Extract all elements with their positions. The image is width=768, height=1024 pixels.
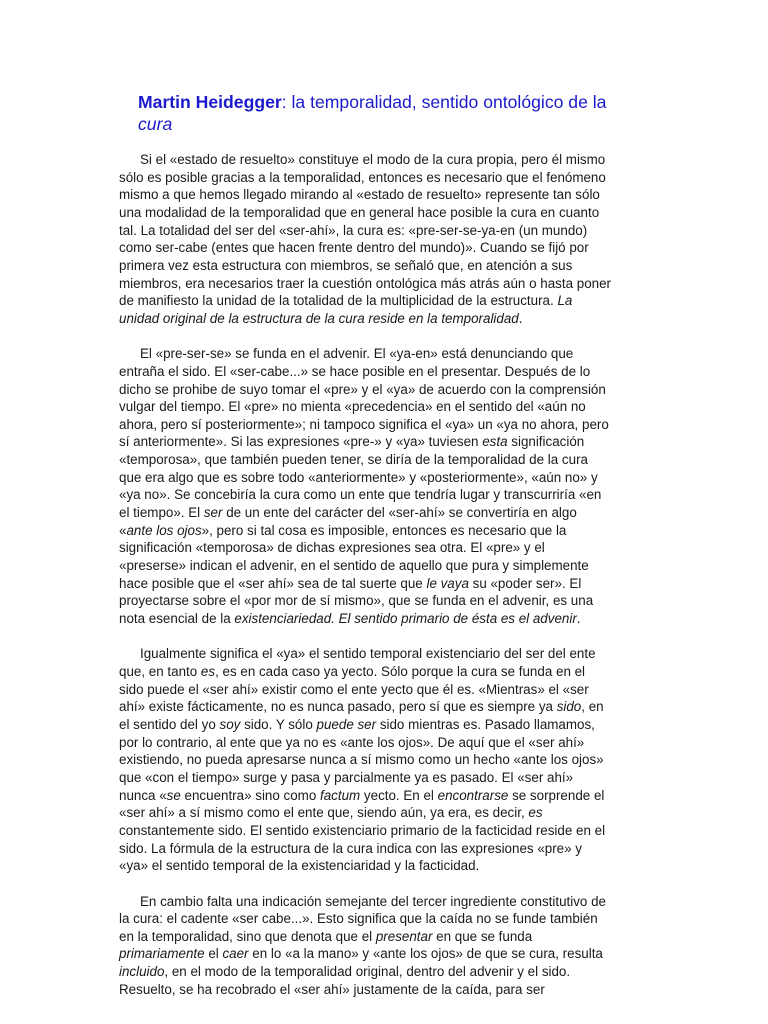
text-run: », pero si tal cosa es imposible, entonces es necesario que la significación «temporosa» de dichas expresiones sea otra. El «pre» y el «preserse» indican el advenir, en el sentido de aquello que pura y simplemente hace posible que el «ser ahí» sea de tal suerte que — [119, 522, 589, 591]
paragraph-3 — [119, 645, 613, 875]
text-run: sido. Y sólo — [240, 716, 317, 732]
text-run: su «poder ser». El proyectarse sobre el «por mor de sí mismo», que se funda en el advenir, es una nota esencial de la — [119, 575, 594, 627]
italic-run: sido — [556, 699, 582, 715]
text-run: . — [576, 611, 581, 627]
text-run: el — [204, 946, 223, 962]
text-run: en que se funda — [432, 928, 533, 944]
italic-run: primariamente — [119, 946, 205, 962]
text-run: sido mientras es. Pasado llamamos, por lo contrario, al ente que ya no es «ante los ojos». De aquí que el «ser ahí» existiendo, no pueda apresarse nunca a sí mismo como un hecho «ante los ojos» que «con el tiempo» surge y pasa y parcialmente ya es pasado. El «ser ahí» nunca « — [119, 716, 604, 803]
text-run: Igualmente significa el «ya» el sentido temporal existenciario del ser del ente que, en tanto — [119, 646, 596, 679]
text-run: se sorprende el «ser ahí» a sí mismo como el ente que, siendo aún, ya era, es decir, — [119, 787, 605, 821]
text-run: , en el modo de la temporalidad original, dentro del advenir y el sido. Resuelto, se ha recobrado el «ser ahí» justamente de la caída, para ser — [119, 964, 571, 997]
paragraph-4 — [119, 893, 613, 999]
italic-run: le vaya — [426, 575, 469, 591]
text-run: constantemente sido. El sentido existenciario primario de la facticidad reside en el sido. La fórmula de la estructura de la cura indica con las expresiones «pre» y «ya» el sentido temporal de la existenciaridad y la facticidad. — [119, 822, 606, 874]
document-title — [138, 91, 618, 135]
italic-run: ante los ojos — [126, 522, 202, 538]
italic-run: ser — [203, 505, 223, 521]
italic-run: es — [200, 664, 216, 679]
title-subtitle-italic: cura — [138, 114, 173, 134]
text-run: En cambio falta una indicación semejante del tercer ingrediente constitutivo de la cura: el cadente «ser cabe...». Esto significa que la caída no se funde también en la temporalidad, sino que denota que el — [119, 893, 606, 944]
text-run: yecto. En el — [360, 787, 438, 803]
document-body — [119, 151, 613, 998]
italic-run: soy — [219, 716, 241, 732]
italic-run: puede ser — [316, 716, 377, 732]
text-run: significación «temporosa», que también pueden tener, se diría de la temporalidad de la cura que era algo que es sobre todo «anteriormente» y «posteriormente», «aún no» y «ya no». Se concebiría la cura como un ente que tendría lugar y transcurriría «en el tiempo». El — [119, 434, 602, 521]
italic-run: es — [528, 805, 543, 821]
italic-run: factum — [320, 787, 361, 803]
italic-run: encontrarse — [437, 787, 509, 803]
italic-run: se — [166, 787, 181, 803]
text-run: en lo «a la mano» y «ante los ojos» de que se cura, resulta — [248, 946, 603, 962]
text-run: Si el «estado de resuelto» constituye el modo de la cura propia, pero él mismo sólo es posible gracias a la temporalidad, entonces es necesario que el fenómeno mismo a que hemos llegado mirando al «estado de resuelto» represente tan sólo una modalidad de la temporalidad que en general hace posible la cura en cuanto tal. La totalidad del ser del «ser-ahí», la cura es: «pre-ser-se-ya-en (un mundo) como ser-cabe (entes que hacen frente dentro del mundo)». Cuando se fijó por primera vez esta estructura con miembros, se señaló que, en atención a sus miembros, era necesarios traer la cuestión ontológica más atrás aún o hasta poner de manifiesto la unidad de la totalidad de la multiplicidad de la estructura. — [119, 152, 611, 309]
text-run: encuentra» sino como — [180, 787, 321, 803]
italic-run: esta — [482, 434, 508, 450]
title-author: Martin Heidegger — [138, 92, 282, 112]
italic-run: incluido — [119, 964, 165, 980]
text-run: de un ente del carácter del «ser-ahí» se convertiría en algo « — [119, 505, 577, 538]
title-subtitle: la temporalidad, sentido ontológico de la — [291, 92, 607, 112]
paragraph-1 — [119, 151, 613, 328]
italic-run: La unidad original de la estructura de la cura reside en la temporalidad — [119, 293, 573, 326]
title-separator: : — [281, 92, 292, 112]
italic-run: caer — [222, 946, 249, 962]
text-run: . — [518, 310, 523, 326]
text-run: El «pre-ser-se» se funda en el advenir. El «ya-en» está denunciando que entraña el sido. El «ser-cabe...» se hace posible en el presentar. Después de lo dicho se prohibe de suyo tomar el «pre» y el «ya» de acuerdo con la comprensión vulgar del tiempo. El «pre» no mienta «precedencia» en el sentido del «aún no ahora, pero sí posteriormente»; ni tampoco significa el «ya» un «ya no ahora, pero sí anteriormente». Si las expresiones «pre-» y «ya» tuviesen — [119, 346, 609, 450]
text-run: , es en cada caso ya yecto. Sólo porque la cura se funda en el sido puede el «ser ahí» existir como el ente yecto que él es. «Mientras» el «ser ahí» existe fácticamente, no es nunca pasado, pero sí que es siempre ya — [119, 664, 589, 715]
italic-run: presentar — [375, 928, 433, 944]
italic-run: existenciariedad. El sentido primario de ésta es el advenir — [234, 611, 577, 627]
paragraph-2 — [119, 345, 613, 628]
text-run: , en el sentido del yo — [119, 699, 604, 732]
